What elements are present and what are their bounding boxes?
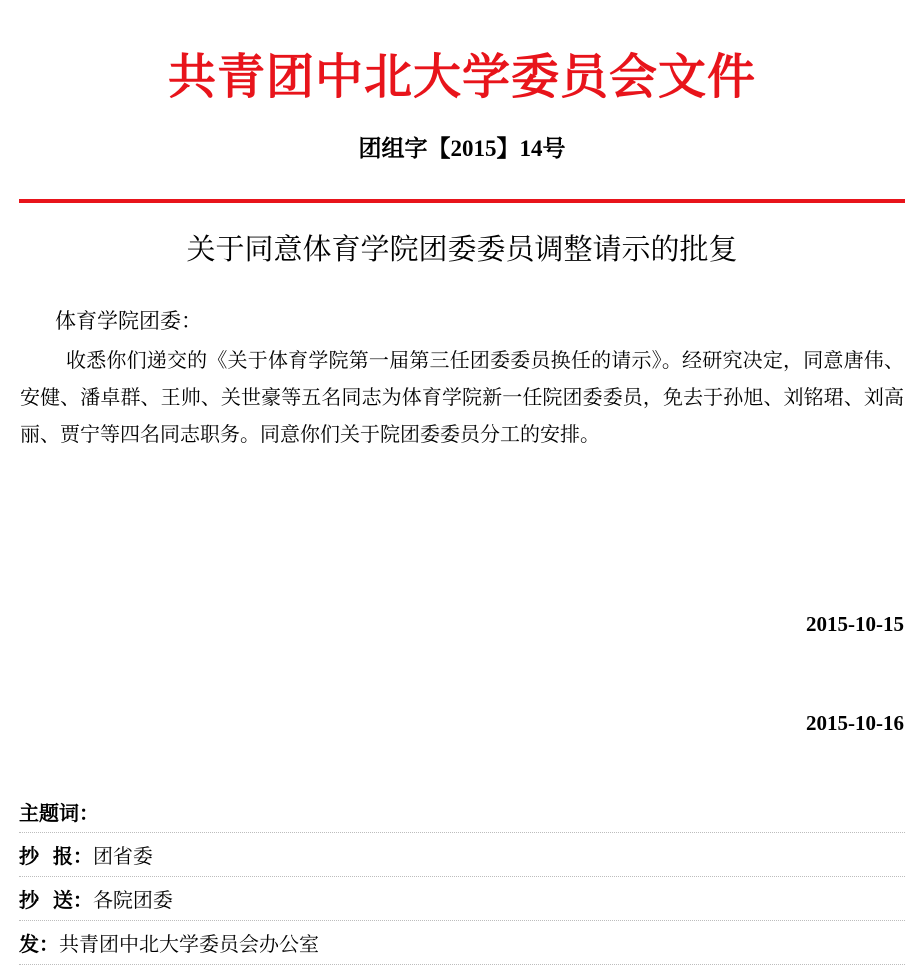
- footer-row-copy-to: [19, 877, 905, 921]
- footer-label: 抄 报：: [19, 844, 93, 868]
- header-red-divider: [19, 199, 905, 203]
- document-number: 团组字【2015】14号: [358, 136, 566, 161]
- body-paragraph: 收悉你们递交的《关于体育学院第一届第三任团委委员换任的请示》。经研究决定，同意唐伟、安健、潘卓群、王帅、关世豪等五名同志为体育学院新一任院团委委员，免去于孙旭、刘铭珺、刘高丽、贾宁等四名同志职务。同意你们关于院团委委员分工的安排。: [20, 348, 904, 446]
- publish-date: 2015-10-16: [806, 711, 904, 735]
- document-heading: 关于同意体育学院团委委员调整请示的批复: [186, 232, 738, 266]
- footer-label: 发：: [19, 932, 59, 956]
- issue-date: 2015-10-15: [806, 612, 904, 636]
- footer-value: 共青团中北大学委员会办公室: [59, 932, 319, 956]
- salutation: 体育学院团委：: [55, 309, 202, 333]
- document-footer: [19, 790, 905, 965]
- footer-label: 抄 送：: [19, 888, 93, 912]
- footer-row-issuer: [19, 921, 905, 965]
- footer-label: 主题词：: [19, 800, 99, 825]
- footer-row-keywords: [19, 790, 905, 833]
- footer-row-report-to: [19, 833, 905, 877]
- document-header-title: 共青团中北大学委员会文件: [167, 49, 756, 105]
- footer-value: 各院团委: [92, 888, 173, 912]
- footer-value: 团省委: [92, 844, 153, 868]
